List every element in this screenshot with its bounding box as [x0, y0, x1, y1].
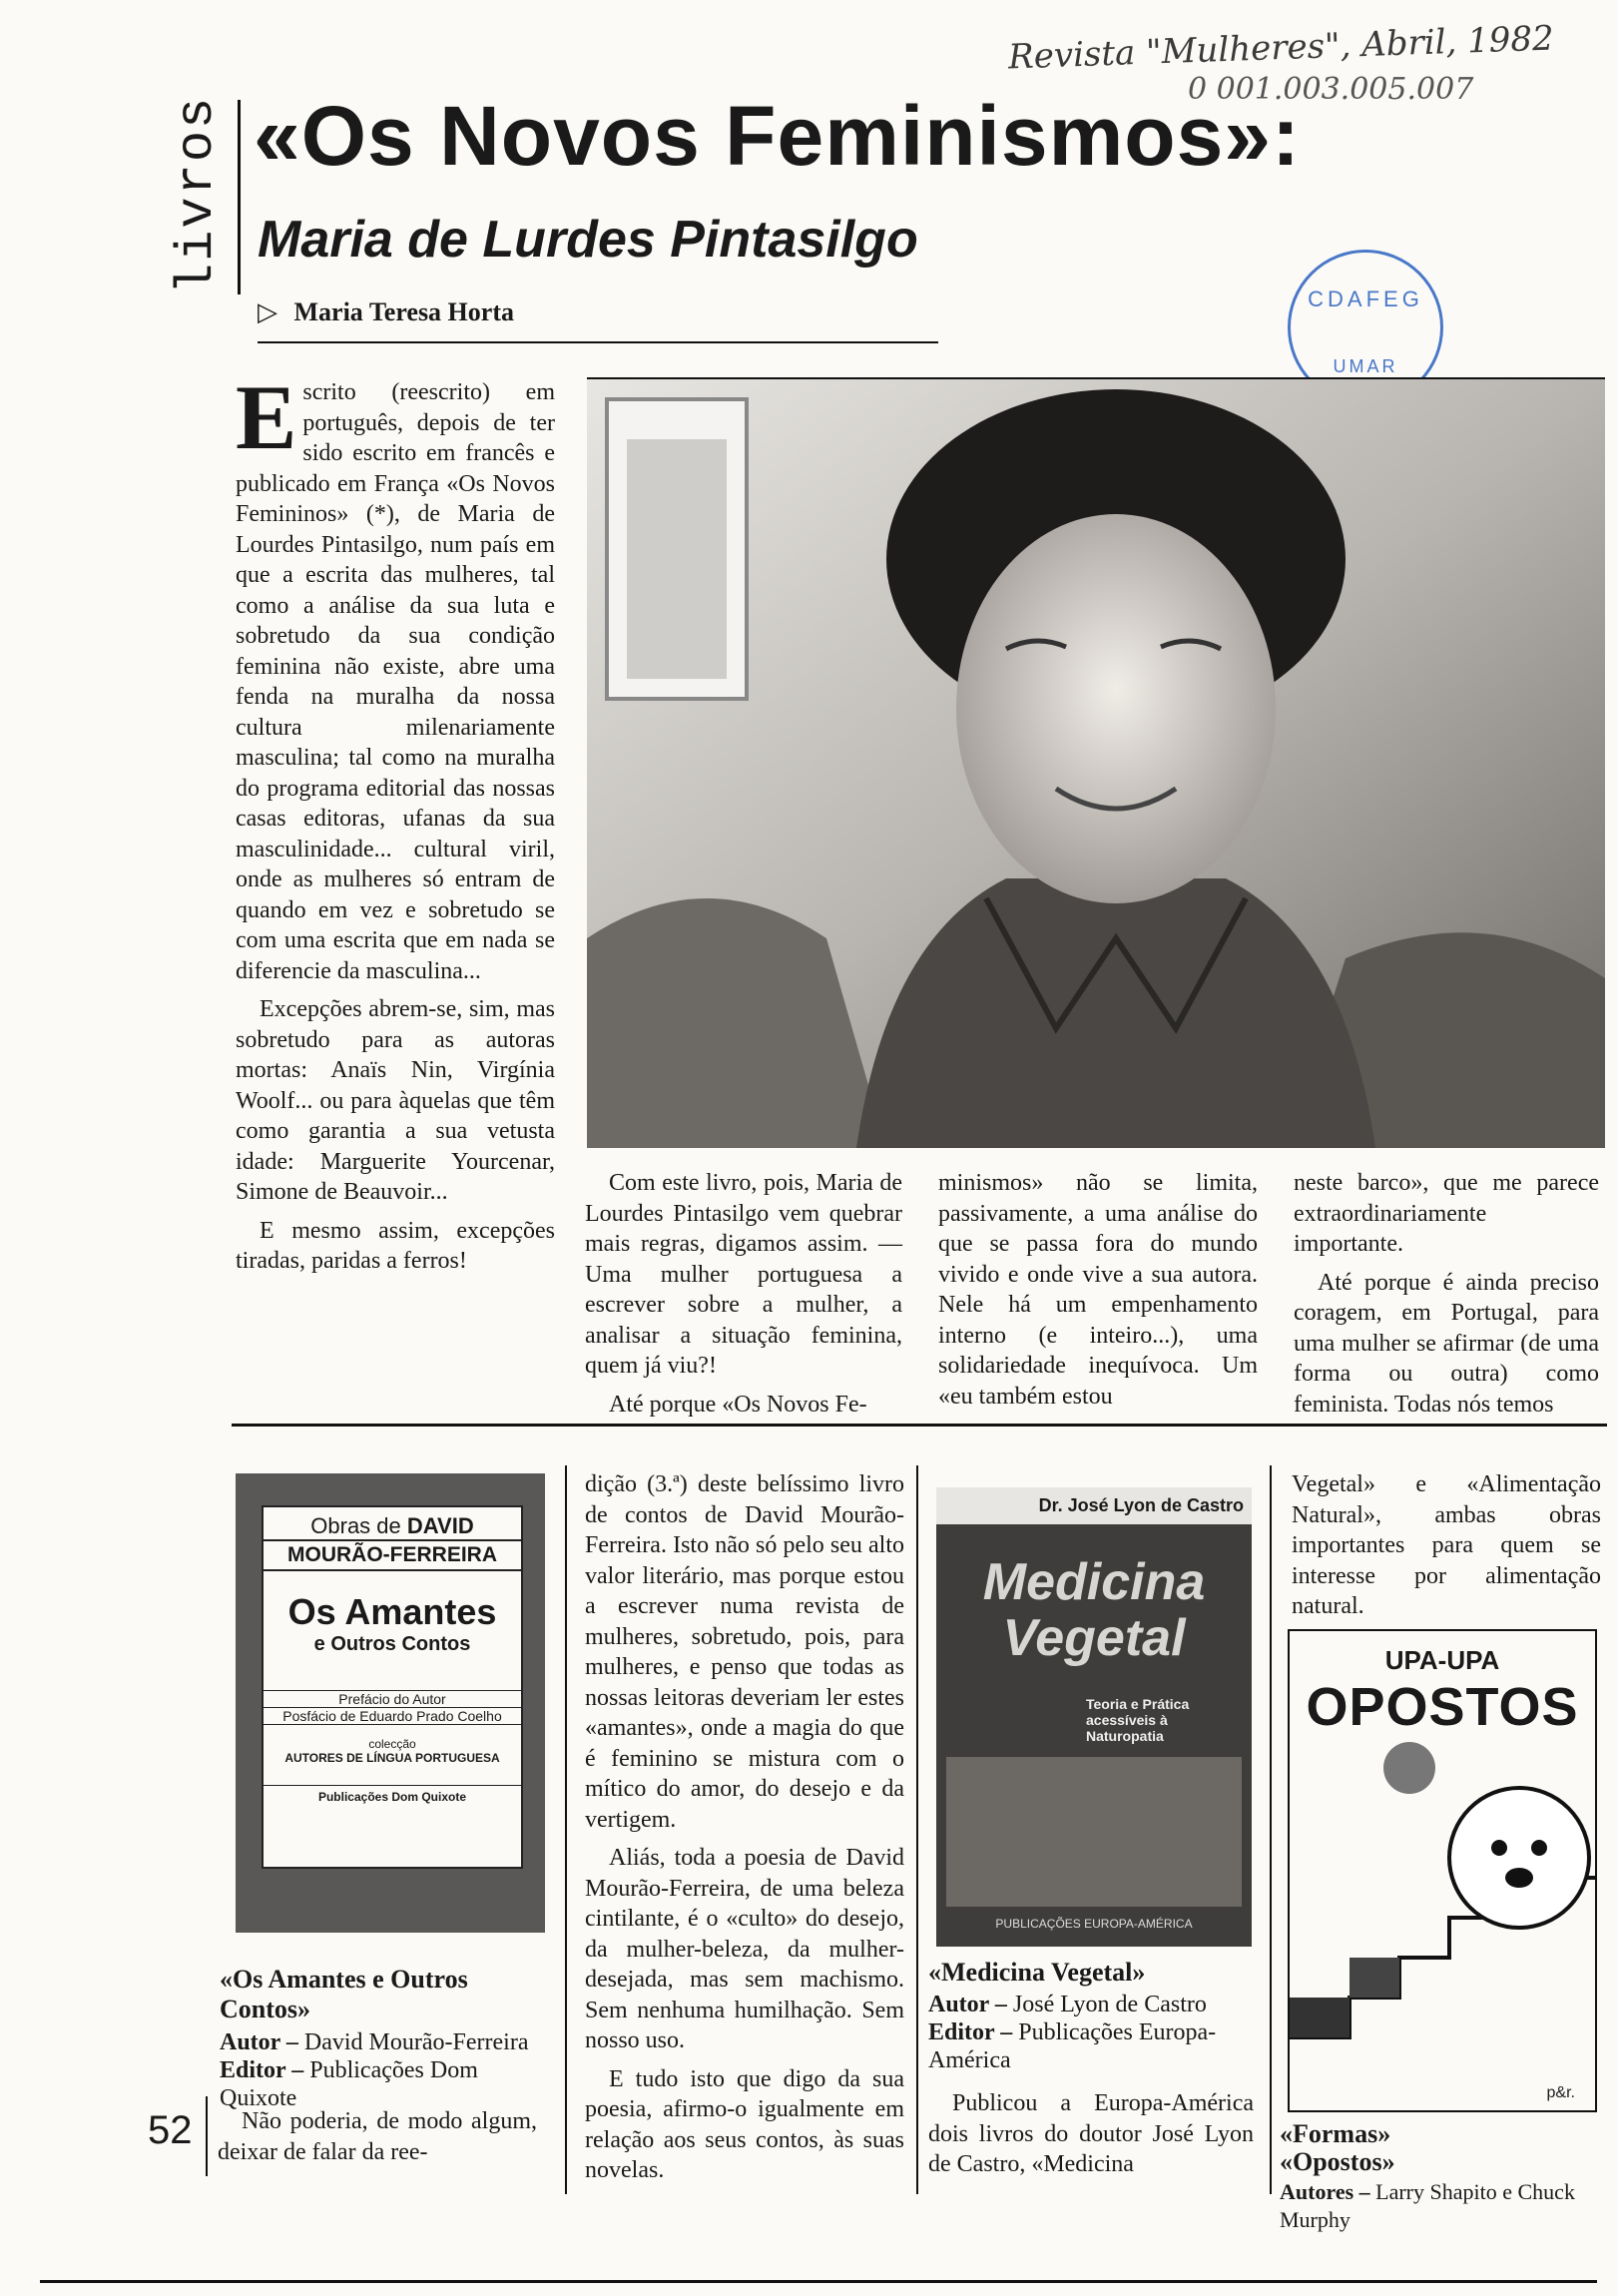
- column-rule-1: [565, 1465, 567, 2194]
- column-1-paragraph-1: E scrito (reescrito) em português, depois de ter sido escrito em francês e publicado em França «Os Novos Femininos» (*), de Maria de Lourdes Pintasilgo, num país em que a escrita das mulheres, tal como a análise da sua luta e sobretudo da sua condição feminina não existe, abre uma fenda na muralha da nossa cultura milenariamente masculina; tal como na muralha do programa editorial das nossas casas editoras, ufanas da sua masculinidade... cultural viril, onde as mulheres só entram de quando em vez e sobretudo se com uma escrita que em nada se diferencie da masculina...: [236, 366, 555, 984]
- cover-title: Medicina Vegetal: [982, 1553, 1206, 1667]
- book-1-text: Não poderia, de modo algum, deixar de falar da ree-: [218, 2108, 537, 2165]
- column-2-paragraph-1: Com este livro, pois, Maria de Lourdes Pintasilgo vem quebrar mais regras, digamos assim. — Uma mulher portuguesa a escrever sobre a mulher, a analisar a situação feminina, quem já viu?!: [585, 1170, 902, 1379]
- article-column-4: [1294, 1168, 1599, 1428]
- book-1-editor-line: Editor – Publicações Dom Quixote: [220, 2057, 478, 2111]
- stamp-bottom-text: UMAR: [1333, 356, 1398, 376]
- cover-subtitle: e Outros Contos: [313, 1633, 471, 1655]
- book-2-editor-line: Editor – Publicações Europa-América: [928, 2019, 1217, 2073]
- column-rule-3: [1270, 1465, 1272, 2194]
- column-4-paragraph-1: neste barco», que me parece extraordinariamente importante.: [1294, 1170, 1599, 1257]
- book-2-caption: [928, 1959, 1258, 2074]
- photo-top-rule: [587, 377, 1605, 379]
- cover-label: Obras de: [310, 1513, 401, 1538]
- review-paragraph-3: E tudo isto que digo da sua poesia, afirmo-o igualmente em relação aos seus contos, às suas novelas.: [585, 2065, 904, 2183]
- article-column-1: [236, 366, 555, 1285]
- page-number: 52: [148, 2108, 193, 2152]
- cover-panel: [262, 1505, 523, 1869]
- cover-publisher: Publicações Dom Quixote: [264, 1785, 521, 1804]
- drop-cap: E: [236, 366, 297, 468]
- cover-postface: Posfácio de Eduardo Prado Coelho: [264, 1707, 521, 1725]
- byline: [258, 297, 514, 327]
- byline-arrow-icon: ▷: [258, 297, 277, 326]
- cover-author-last: MOURÃO-FERREIRA: [264, 1539, 521, 1571]
- section-divider: [232, 1424, 1607, 1427]
- book-1-caption: [220, 1965, 539, 2112]
- article-column-3: [938, 1168, 1258, 1420]
- column-2-paragraph-2: Até porque «Os Novos Fe-: [609, 1391, 867, 1418]
- book-cover-amantes: [236, 1473, 545, 1933]
- article-subtitle: Maria de Lurdes Pintasilgo: [258, 211, 918, 269]
- article-column-2: [585, 1168, 902, 1428]
- book-cover-opostos: [1288, 1629, 1597, 2112]
- cover-publisher: PUBLICAÇÕES EUROPA-AMÉRICA: [995, 1917, 1193, 1931]
- stamp-top-text: CDAFEG: [1308, 287, 1423, 311]
- book-3-title-1: «Formas»: [1280, 2119, 1391, 2148]
- cover-subtitle: Teoria e Prática acessíveis à Naturopatia: [1086, 1696, 1190, 1744]
- cover-title: OPOSTOS: [1306, 1677, 1579, 1737]
- review-paragraph-2: Aliás, toda a poesia de David Mourão-Ferreira, de uma beleza cintilante, é o «culto» do desejo, da mulher-beleza, da mulher-desejada, mas sem machismo. Sem nenhuma humilhação. Sem nosso uso.: [585, 1845, 904, 2053]
- book-1-title: «Os Amantes e Outros Contos»: [220, 1965, 468, 2023]
- book-3-authors-line: Autores – Larry Shapito e Chuck Murphy: [1280, 2179, 1575, 2232]
- book-1-author-line: Autor – David Mourão-Ferreira: [220, 2029, 529, 2055]
- archive-code: 0 001.003.005.007: [1188, 72, 1474, 107]
- column-1-paragraph-3: E mesmo assim, excepções tiradas, paridas a ferros!: [236, 1217, 555, 1274]
- column-1-paragraph-2: Excepções abrem-se, sim, mas sobretudo para as autoras mortas: Anaïs Nin, Virgínia Woolf... ou para àquelas que têm como garantia a sua vetusta idade: Marguerite Yourcenar, Simone de Beauvoir...: [236, 996, 555, 1205]
- cover-mark: p&r.: [1546, 2084, 1575, 2101]
- cover-author: Dr. José Lyon de Castro: [936, 1487, 1252, 1524]
- cover-illustration: [1290, 1738, 1595, 2057]
- review-column: [585, 1469, 904, 2194]
- byline-rule: [258, 341, 938, 343]
- bottom-rule: [40, 2280, 1597, 2283]
- review-paragraph-1: dição (3.ª) deste belíssimo livro de contos de David Mourão-Ferreira. Isto não só pelo seu alto valor literário, mas porque estou a escrever numa revista de mulheres, sobretudo, pois, para mulheres, e penso que todas as nossas leitoras deveriam ler estes «amantes», onde a magia do que é feminino se mistura com o mítico do amor, do desejo e da vertigem.: [585, 1471, 904, 1833]
- cover-author-first: DAVID: [406, 1513, 474, 1538]
- cover-collection-label: colecção: [368, 1737, 416, 1751]
- section-label: livros: [168, 95, 227, 294]
- section-rule: [238, 100, 241, 294]
- cover-series: UPA-UPA: [1384, 1645, 1500, 1675]
- column-3-paragraph-1: minismos» não se limita, passivamente, a uma análise do que se passa fora do mundo vivido e onde vive a sua autora. Nele há um empenhamento interno (e inteiro...), uma solidariedade inequívoca. Um «eu também estou: [938, 1170, 1258, 1410]
- cover-illustration: [946, 1757, 1242, 1907]
- column-4-paragraph-2: Até porque é ainda preciso coragem, em Portugal, para uma mulher se afirmar (de uma forma ou outra) como feminista. Todas nós temos: [1294, 1269, 1599, 1418]
- byline-author: Maria Teresa Horta: [293, 297, 514, 326]
- book-cover-medicina: [936, 1487, 1252, 1947]
- handwritten-note: Revista "Mulheres", Abril, 1982: [1007, 18, 1555, 78]
- book-2-text: Publicou a Europa-América dois livros do doutor José Lyon de Castro, «Medicina: [928, 2090, 1254, 2177]
- page-number-rule: [206, 2096, 208, 2176]
- column-rule-2: [916, 1465, 918, 2194]
- cover-series: AUTORES DE LÍNGUA PORTUGUESA: [284, 1751, 500, 1765]
- portrait-image: [587, 379, 1605, 1148]
- portrait-photo: [587, 379, 1605, 1148]
- book-2-title: «Medicina Vegetal»: [928, 1958, 1146, 1987]
- cover-title: Os Amantes: [287, 1591, 497, 1632]
- book-3-caption: [1280, 2120, 1599, 2234]
- article-title: «Os Novos Feminismos»:: [254, 89, 1301, 183]
- book-2-author-line: Autor – José Lyon de Castro: [928, 1992, 1207, 2017]
- book-3-title-2: «Opostos»: [1280, 2147, 1395, 2176]
- cover-preface: Prefácio do Autor: [264, 1690, 521, 1707]
- right-column-text: Vegetal» e «Alimentação Natural», ambas obras importantes para quem se interesse por alimentação natural.: [1292, 1471, 1601, 1619]
